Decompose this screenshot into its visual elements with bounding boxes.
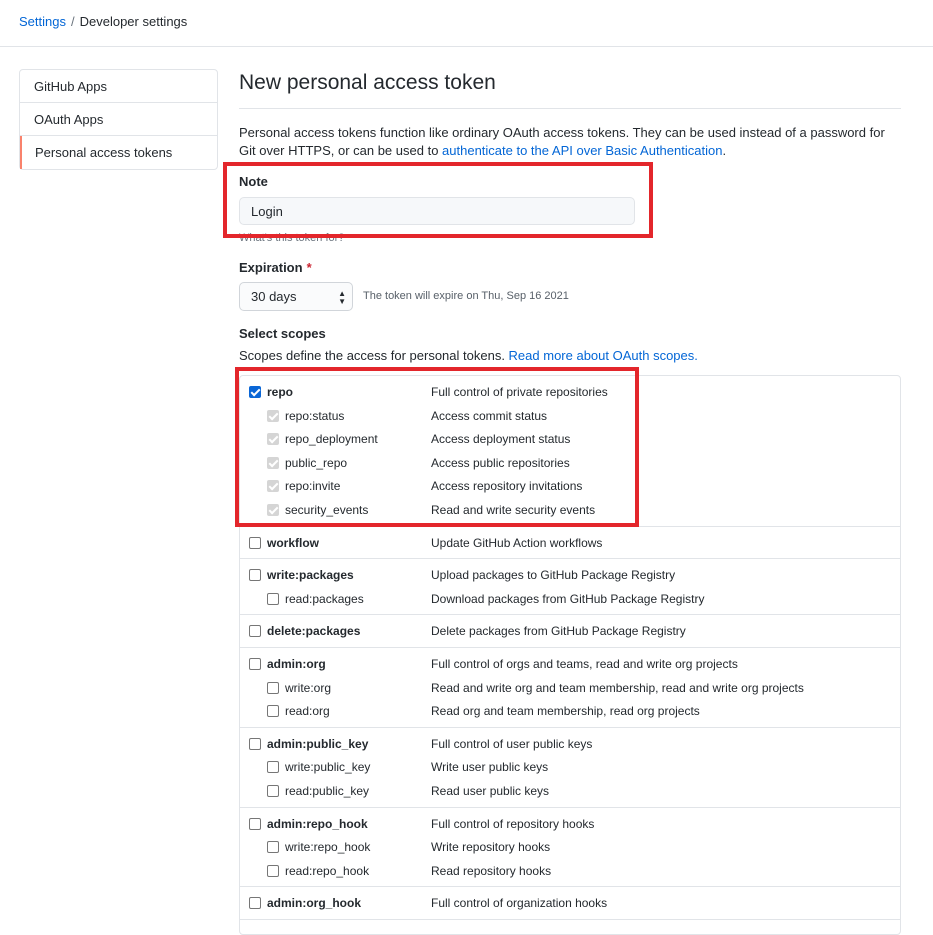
scope-checkbox[interactable] bbox=[267, 593, 279, 605]
scope-description: Write repository hooks bbox=[431, 840, 551, 855]
scope-name[interactable]: admin:repo_hook bbox=[267, 816, 368, 831]
scope-description: Write user public keys bbox=[431, 760, 549, 775]
page-title bbox=[239, 71, 901, 109]
scope-row bbox=[240, 452, 900, 476]
sidebar-nav bbox=[19, 69, 218, 170]
sidebar-item-oauth-apps[interactable]: OAuth Apps bbox=[20, 103, 217, 136]
breadcrumb bbox=[19, 14, 187, 29]
scope-name[interactable]: admin:public_key bbox=[267, 736, 369, 751]
scope-name[interactable]: repo:status bbox=[285, 408, 345, 423]
scopes-description-text: Scopes define the access for personal tokens. bbox=[239, 348, 509, 363]
scope-description: Read and write org and team membership, read and write org projects bbox=[431, 680, 804, 695]
sidebar-item-github-apps[interactable]: GitHub Apps bbox=[20, 70, 217, 103]
scope-name[interactable]: workflow bbox=[267, 535, 320, 550]
scope-checkbox[interactable] bbox=[249, 625, 261, 637]
description-text: Personal access tokens function like ordinary OAuth access tokens. They can be used instead of a password for Git over HTTPS, or can be used to bbox=[239, 125, 885, 158]
scope-name[interactable]: repo:invite bbox=[285, 479, 341, 494]
scope-checkbox bbox=[267, 433, 279, 445]
scope-name[interactable]: delete:packages bbox=[267, 624, 361, 639]
scope-row bbox=[240, 860, 900, 884]
scope-name[interactable]: write:org bbox=[285, 680, 332, 695]
scope-description: Full control of repository hooks bbox=[431, 816, 595, 831]
scope-checkbox[interactable] bbox=[249, 386, 261, 398]
scope-checkbox[interactable] bbox=[267, 841, 279, 853]
scope-checkbox[interactable] bbox=[267, 761, 279, 773]
sidebar-item-personal-access-tokens[interactable]: Personal access tokens bbox=[20, 136, 217, 169]
scope-group-admin-org-hook bbox=[240, 887, 900, 920]
scope-checkbox[interactable] bbox=[249, 537, 261, 549]
scope-checkbox[interactable] bbox=[267, 705, 279, 717]
scope-row bbox=[240, 564, 900, 588]
scope-checkbox[interactable] bbox=[249, 569, 261, 581]
scope-checkbox[interactable] bbox=[249, 738, 261, 750]
scope-name[interactable]: write:public_key bbox=[285, 760, 371, 775]
scope-checkbox[interactable] bbox=[249, 658, 261, 670]
scope-description: Full control of organization hooks bbox=[431, 896, 608, 911]
scope-checkbox[interactable] bbox=[267, 865, 279, 877]
expiration-selected-value: 30 days bbox=[251, 289, 297, 304]
scope-group-admin-repo-hook bbox=[240, 808, 900, 888]
scope-checkbox[interactable] bbox=[267, 682, 279, 694]
expiration-label bbox=[239, 260, 312, 275]
scope-name[interactable]: admin:org_hook bbox=[267, 896, 362, 911]
description-suffix: . bbox=[722, 143, 727, 158]
scope-row bbox=[240, 588, 900, 612]
scope-description: Full control of orgs and teams, read and write org projects bbox=[431, 656, 738, 671]
scope-group-admin-public-key bbox=[240, 728, 900, 808]
scope-group-write-packages bbox=[240, 559, 900, 615]
scope-row bbox=[240, 653, 900, 677]
expiration-select[interactable] bbox=[239, 282, 353, 311]
oauth-scopes-link[interactable]: Read more about OAuth scopes. bbox=[508, 348, 698, 363]
scope-description: Update GitHub Action workflows bbox=[431, 535, 603, 550]
scope-description: Read repository hooks bbox=[431, 863, 552, 878]
scope-description: Full control of private repositories bbox=[431, 385, 608, 399]
scope-checkbox[interactable] bbox=[267, 785, 279, 797]
scope-row bbox=[240, 532, 900, 556]
scope-name[interactable]: repo bbox=[267, 385, 294, 399]
scope-row bbox=[240, 381, 900, 405]
scope-name[interactable]: repo_deployment bbox=[285, 432, 378, 447]
expiration-note: The token will expire on Thu, Sep 16 2021 bbox=[363, 290, 569, 302]
scope-group-workflow bbox=[240, 527, 900, 560]
scopes-list bbox=[239, 375, 901, 935]
scopes-description bbox=[239, 348, 698, 363]
scope-group-admin-org bbox=[240, 648, 900, 728]
note-label: Note bbox=[239, 174, 268, 189]
basic-auth-link[interactable]: authenticate to the API over Basic Authentication bbox=[442, 143, 723, 158]
scope-row bbox=[240, 733, 900, 757]
scope-name[interactable]: admin:org bbox=[267, 656, 326, 671]
scope-name[interactable]: read:public_key bbox=[285, 783, 370, 798]
scope-description: Download packages from GitHub Package Registry bbox=[431, 591, 705, 606]
scope-name[interactable]: public_repo bbox=[285, 455, 348, 470]
scope-row bbox=[240, 620, 900, 644]
scope-row bbox=[240, 892, 900, 916]
scope-row bbox=[240, 499, 900, 523]
required-mark: * bbox=[306, 260, 312, 275]
scope-checkbox bbox=[267, 480, 279, 492]
breadcrumb-settings-link[interactable]: Settings bbox=[19, 14, 66, 29]
breadcrumb-bar bbox=[0, 0, 933, 47]
scope-description: Access commit status bbox=[431, 408, 548, 423]
scope-row bbox=[240, 475, 900, 499]
scope-row bbox=[240, 428, 900, 452]
scope-description: Read org and team membership, read org projects bbox=[431, 704, 700, 719]
scope-description: Access public repositories bbox=[431, 455, 570, 470]
scope-description: Access deployment status bbox=[431, 432, 571, 447]
scope-name[interactable]: security_events bbox=[285, 502, 369, 517]
scope-name[interactable]: read:org bbox=[285, 704, 330, 719]
scope-row bbox=[240, 756, 900, 780]
scope-group-delete-packages bbox=[240, 615, 900, 648]
scope-row bbox=[240, 836, 900, 860]
scope-description: Read user public keys bbox=[431, 783, 550, 798]
scope-checkbox[interactable] bbox=[249, 818, 261, 830]
scope-row bbox=[240, 677, 900, 701]
note-hint: What's this token for? bbox=[239, 232, 345, 244]
breadcrumb-current: Developer settings bbox=[79, 14, 188, 29]
page-description bbox=[239, 124, 901, 160]
scope-checkbox[interactable] bbox=[249, 897, 261, 909]
scope-checkbox bbox=[267, 457, 279, 469]
select-scopes-label: Select scopes bbox=[239, 326, 326, 341]
scope-description: Delete packages from GitHub Package Registry bbox=[431, 624, 686, 639]
scope-checkbox bbox=[267, 410, 279, 422]
scope-name[interactable]: write:packages bbox=[267, 568, 354, 583]
scope-checkbox bbox=[267, 504, 279, 516]
select-arrows-icon: ▲ ▼ bbox=[338, 289, 346, 306]
scope-row bbox=[240, 700, 900, 724]
breadcrumb-separator: / bbox=[70, 14, 75, 29]
scope-name[interactable]: read:repo_hook bbox=[285, 863, 370, 878]
scope-description: Full control of user public keys bbox=[431, 736, 593, 751]
scope-row bbox=[240, 780, 900, 804]
scope-row bbox=[240, 813, 900, 837]
scope-description: Access repository invitations bbox=[431, 479, 583, 494]
page-title-text: New personal access token bbox=[239, 71, 496, 94]
scope-group-repo bbox=[240, 376, 900, 527]
note-input[interactable] bbox=[239, 197, 635, 225]
scope-description: Upload packages to GitHub Package Registry bbox=[431, 568, 676, 583]
scope-row bbox=[240, 405, 900, 429]
scope-name[interactable]: read:packages bbox=[285, 591, 364, 606]
expiration-label-text: Expiration bbox=[239, 260, 303, 275]
scope-description: Read and write security events bbox=[431, 502, 596, 517]
scope-name[interactable]: write:repo_hook bbox=[285, 840, 371, 855]
